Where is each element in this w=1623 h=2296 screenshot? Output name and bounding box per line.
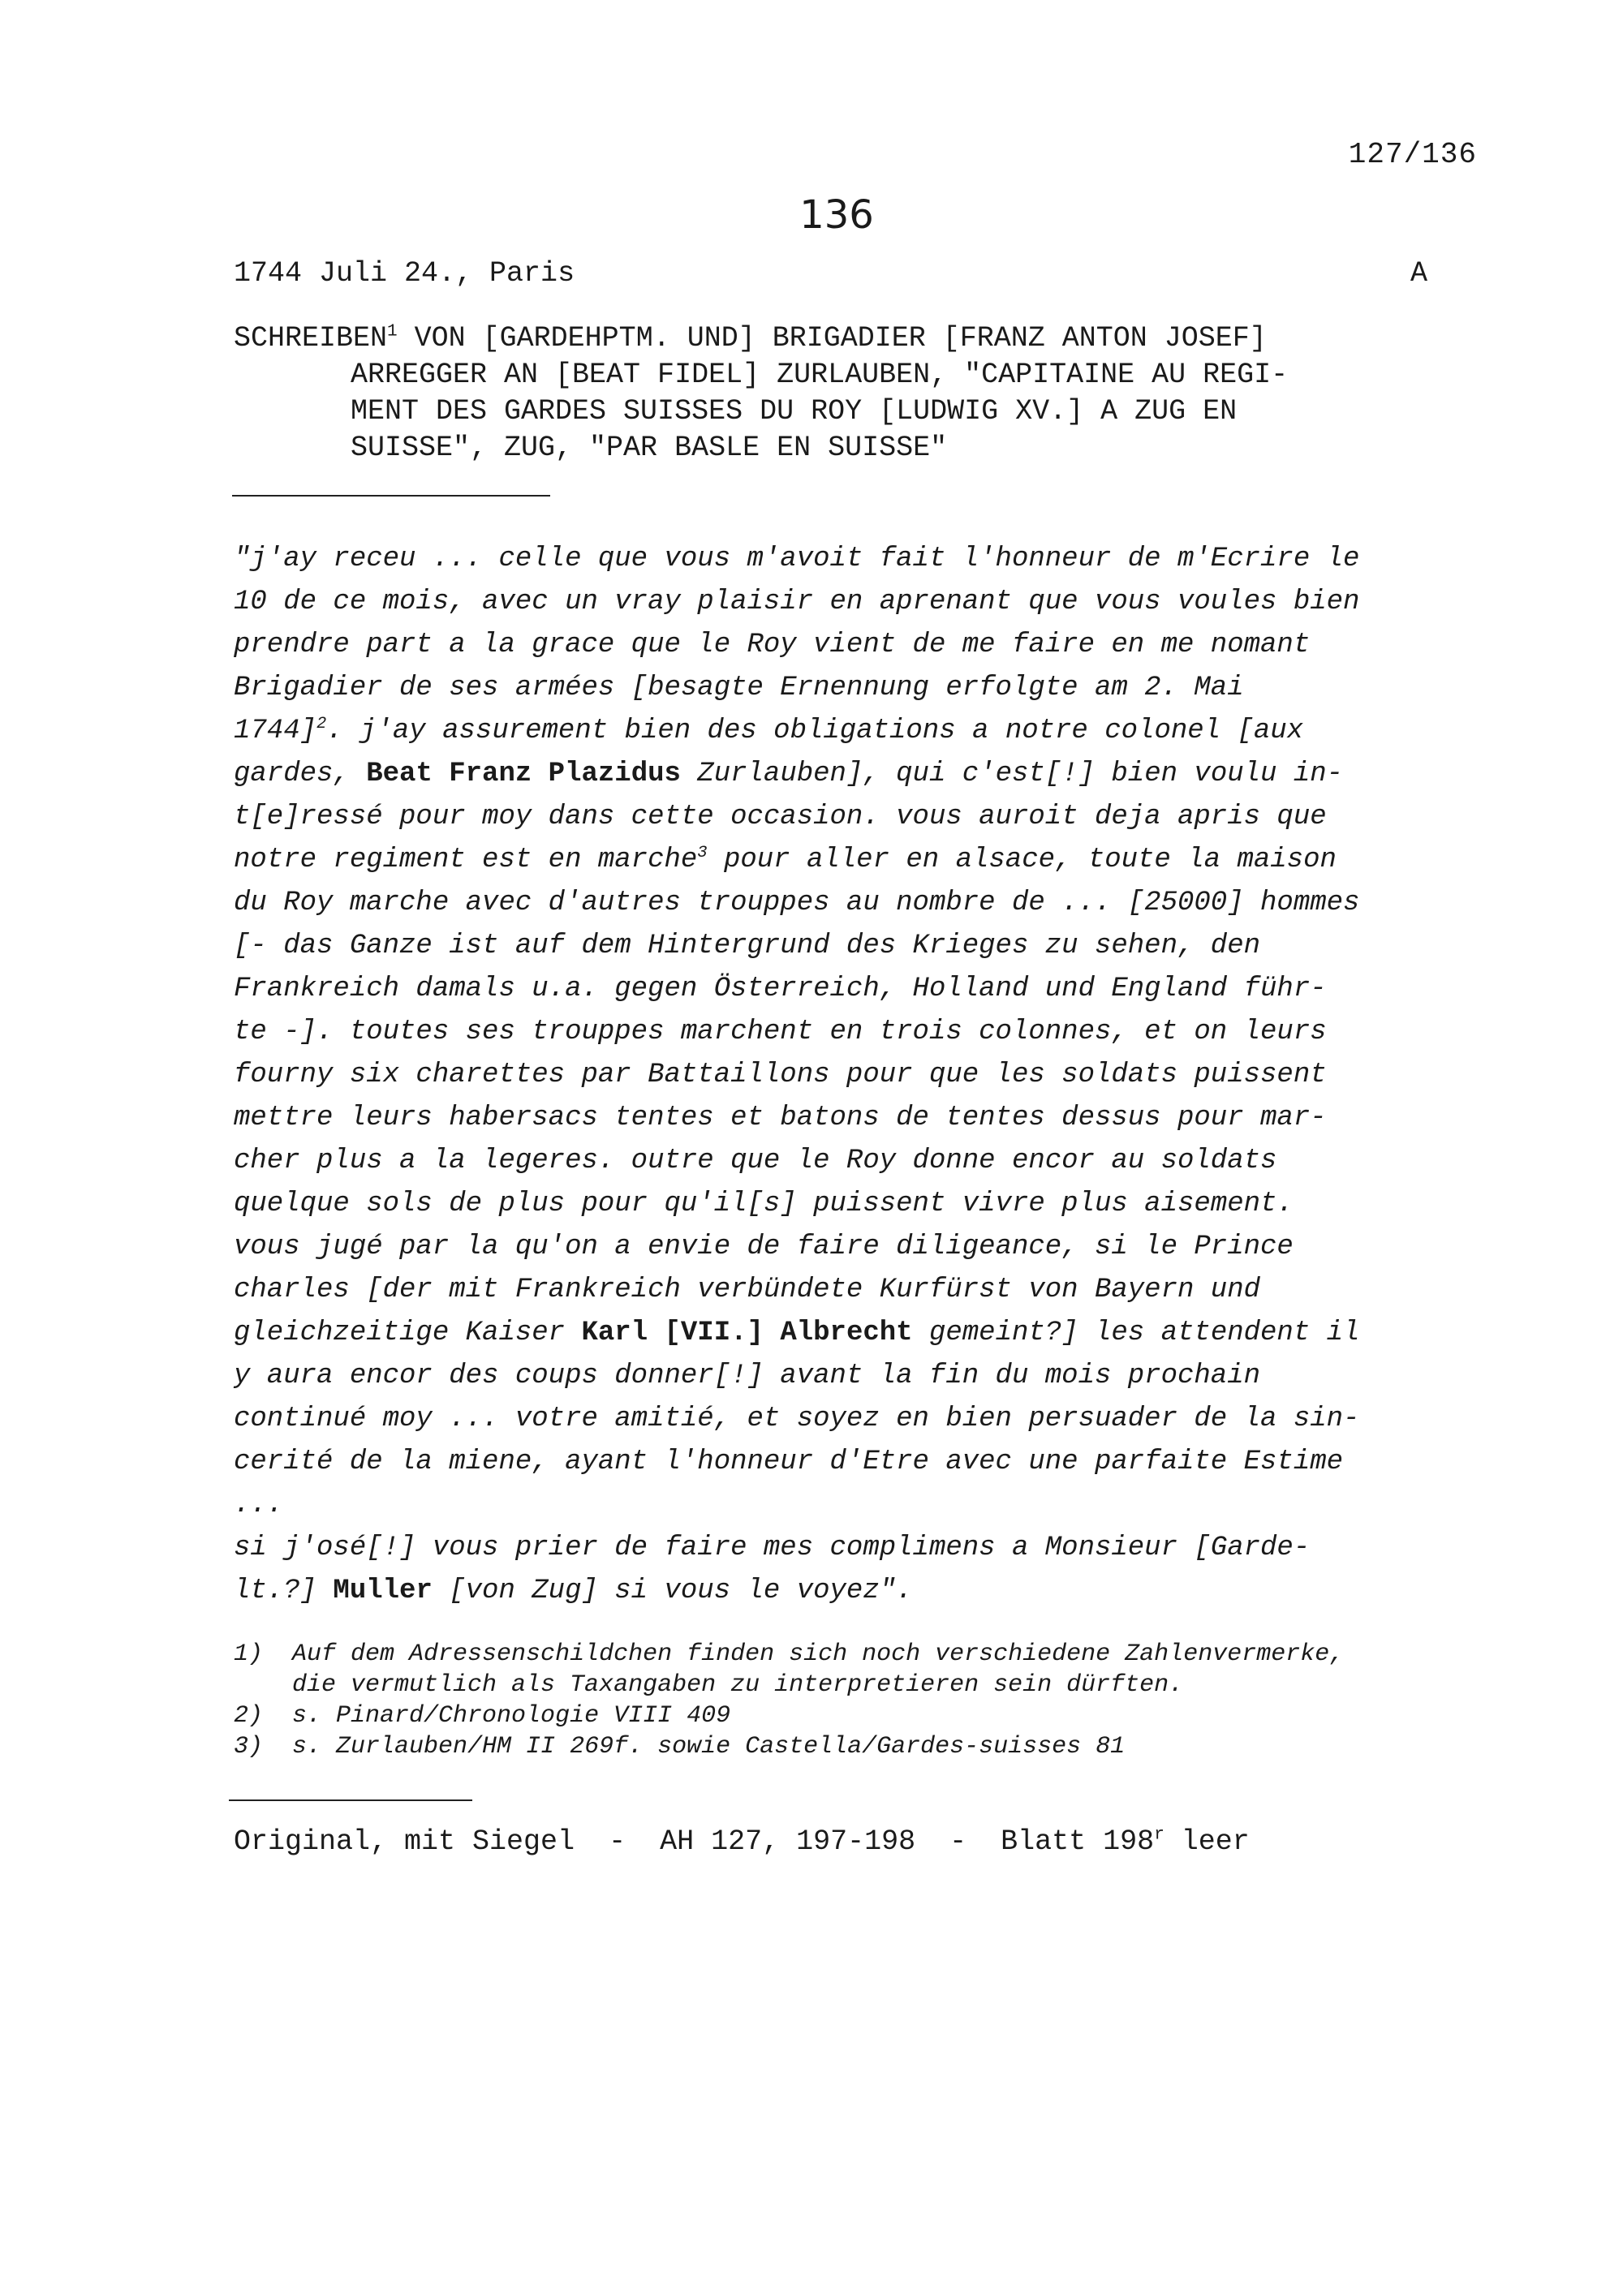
- page-reference: 127/136: [1348, 138, 1477, 171]
- heading-text: VON [GARDEHPTM. UND] BRIGADIER [FRANZ ANTON JOSEF]: [397, 322, 1267, 355]
- letter-line: Frankreich damals u.a. gegen Österreich, Holland und England führ-: [234, 974, 1327, 1004]
- heading-line: SUISSE", ZUG, "PAR BASLE EN SUISSE": [351, 432, 948, 464]
- footnote-continuation: die vermutlich als Taxangaben zu interpretieren sein dürften.: [292, 1671, 1184, 1699]
- letter-line: [234, 710, 1500, 753]
- letter-text: pour aller en alsace, toute la maison: [707, 845, 1337, 875]
- document-number: 136: [799, 192, 874, 238]
- letter-line: [- das Ganze ist auf dem Hintergrund des Krieges zu sehen, den: [234, 931, 1261, 961]
- letter-text: gardes,: [234, 759, 367, 789]
- heading-line: [234, 320, 1483, 357]
- date-place-line: 1744 Juli 24., Paris: [234, 257, 575, 290]
- letter-line: 10 de ce mois, avec un vray plaisir en aprenant que vous voules bien: [234, 587, 1360, 617]
- person-name: Karl [VII.] Albrecht: [581, 1318, 913, 1348]
- letter-line: [234, 753, 1500, 796]
- letter-line: prendre part a la grace que le Roy vient de me faire en me nomant: [234, 630, 1311, 660]
- letter-line: "j'ay receu ... celle que vous m'avoit fait l'honneur de m'Ecrire le: [234, 544, 1360, 574]
- person-name: Muller: [333, 1576, 433, 1606]
- heading-text: SCHREIBEN: [234, 322, 388, 355]
- letter-line: vous jugé par la qu'on a envie de faire diligeance, si le Prince: [234, 1232, 1294, 1262]
- letter-line: du Roy marche avec d'autres trouppes au nombre de ... [25000] hommes: [234, 888, 1360, 918]
- document-heading: [234, 320, 1483, 467]
- source-text: leer: [1164, 1825, 1250, 1858]
- letter-line: y aura encor des coups donner[!] avant la fin du mois prochain: [234, 1361, 1261, 1391]
- letter-line: te -]. toutes ses trouppes marchent en trois colonnes, et on leurs: [234, 1017, 1327, 1047]
- footnote: 2) s. Pinard/Chronologie VIII 409: [234, 1702, 731, 1730]
- footnotes: [234, 1639, 1500, 1762]
- letter-line: mettre leurs habersacs tentes et batons de tentes dessus pour mar-: [234, 1103, 1327, 1133]
- letter-text: . j'ay assurement bien des obligations a notre colonel [aux: [326, 716, 1304, 746]
- footnote-ref: 2: [316, 714, 327, 733]
- letter-text: [von Zug] si vous le voyez".: [432, 1576, 913, 1606]
- version-mark: A: [1410, 257, 1428, 290]
- letter-line: [234, 839, 1500, 882]
- heading-line: ARREGGER AN [BEAT FIDEL] ZURLAUBEN, "CAPITAINE AU REGI-: [351, 359, 1289, 391]
- letter-line: charles [der mit Frankreich verbündete Kurfürst von Bayern und: [234, 1275, 1261, 1305]
- letter-text: gleichzeitige Kaiser: [234, 1318, 582, 1348]
- letter-line: [234, 1570, 1500, 1613]
- heading-divider: [232, 495, 550, 497]
- letter-line: fourny six charettes par Battaillons pour que les soldats puissent: [234, 1060, 1327, 1090]
- source-note: [234, 1825, 1250, 1858]
- letter-text: lt.?]: [234, 1576, 334, 1606]
- letter-line: cher plus a la legeres. outre que le Roy donne encor au soldats: [234, 1146, 1277, 1176]
- footnote-ref: 3: [697, 843, 708, 862]
- letter-line: cerité de la miene, ayant l'honneur d'Etre avec une parfaite Estime: [234, 1447, 1344, 1477]
- letter-text: Zurlauben], qui c'est[!] bien voulu in-: [680, 759, 1344, 789]
- letter-body: [234, 538, 1500, 1613]
- letter-line: Brigadier de ses armées [besagte Ernennung erfolgte am 2. Mai: [234, 673, 1244, 703]
- letter-text: gemeint?] les attendent il: [912, 1318, 1360, 1348]
- letter-text: notre regiment est en marche: [234, 845, 698, 875]
- footnote: 3) s. Zurlauben/HM II 269f. sowie Castella/Gardes-suisses 81: [234, 1733, 1126, 1761]
- footer-divider: [229, 1799, 472, 1801]
- source-text: Original, mit Siegel - AH 127, 197-198 - Blatt 198: [234, 1825, 1155, 1858]
- letter-line: [234, 1312, 1500, 1355]
- heading-line: MENT DES GARDES SUISSES DU ROY [LUDWIG XV.] A ZUG EN: [351, 395, 1238, 428]
- folio-side: r: [1154, 1825, 1165, 1845]
- letter-line: si j'osé[!] vous prier de faire mes complimens a Monsieur [Garde-: [234, 1533, 1311, 1563]
- footnote-ref: 1: [387, 322, 398, 342]
- letter-line: ...: [234, 1490, 284, 1520]
- person-name: Beat Franz Plazidus: [366, 759, 681, 789]
- letter-line: quelque sols de plus pour qu'il[s] puissent vivre plus aisement.: [234, 1189, 1294, 1219]
- letter-text: 1744]: [234, 716, 317, 746]
- letter-line: t[e]ressé pour moy dans cette occasion. vous auroit deja apris que: [234, 802, 1327, 832]
- footnote: 1) Auf dem Adressenschildchen finden sich noch verschiedene Zahlenvermerke,: [234, 1640, 1345, 1668]
- letter-line: continué moy ... votre amitié, et soyez en bien persuader de la sin-: [234, 1404, 1360, 1434]
